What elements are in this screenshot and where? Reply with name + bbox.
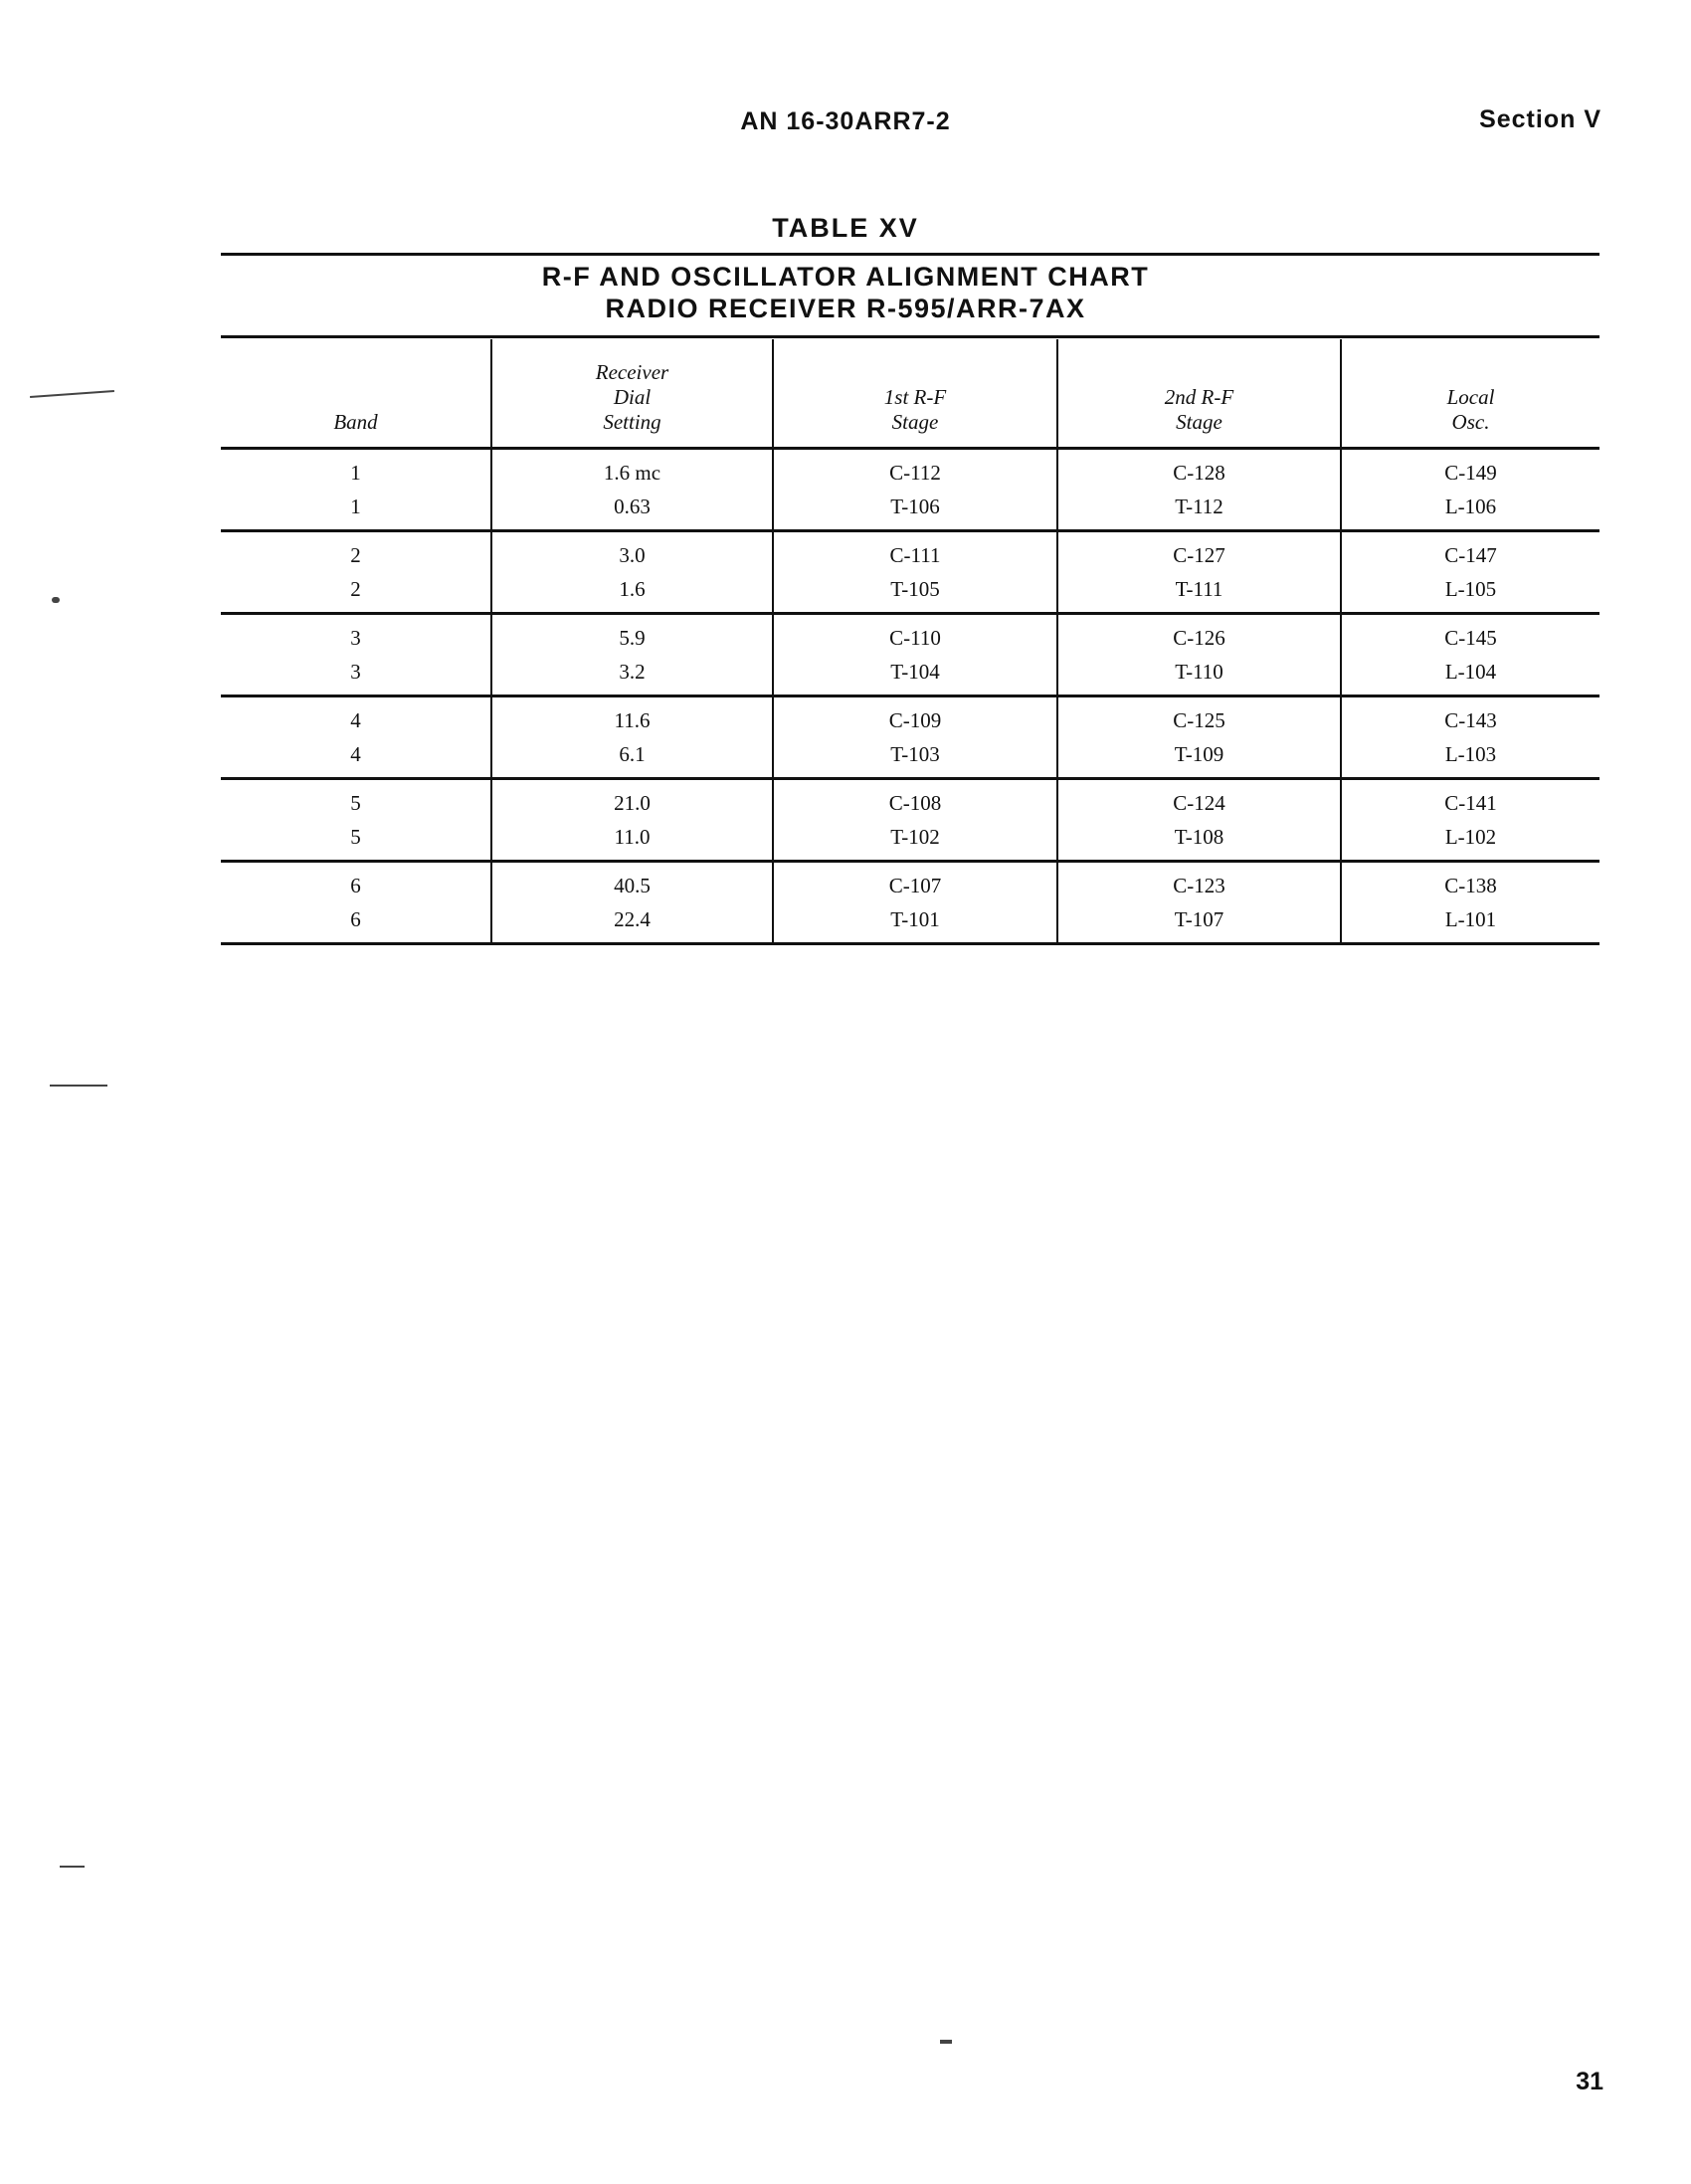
scan-artifact-mark: [940, 2040, 952, 2044]
col-header-2nd-rf-stage: 2nd R-F Stage: [1057, 339, 1341, 448]
local-osc-cell: C-149 L-106: [1341, 448, 1599, 530]
rf1-stage-cell: C-112 T-106: [773, 448, 1057, 530]
document-id: AN 16-30ARR7-2: [740, 107, 951, 135]
table-row-band-6: [221, 861, 1599, 943]
rf1-stage-cell: C-110 T-104: [773, 613, 1057, 695]
local-osc-cell: C-147 L-105: [1341, 530, 1599, 613]
top-rule: [221, 253, 1599, 256]
rf2-stage-cell: C-128 T-112: [1057, 448, 1341, 530]
dial-setting-cell: 5.9 3.2: [491, 613, 773, 695]
page-number: 31: [1576, 2068, 1603, 2095]
local-osc-cell: C-141 L-102: [1341, 778, 1599, 861]
col-header-band: Band: [221, 339, 491, 448]
dial-setting-cell: 3.0 1.6: [491, 530, 773, 613]
table-row-band-1: [221, 448, 1599, 530]
table-row-band-2: [221, 530, 1599, 613]
dial-setting-cell: 11.6 6.1: [491, 695, 773, 778]
rf1-stage-cell: C-109 T-103: [773, 695, 1057, 778]
dial-setting-cell: 21.0 11.0: [491, 778, 773, 861]
band-cell: 3 3: [350, 625, 361, 684]
band-cell: 4 4: [350, 707, 361, 766]
dial-setting-cell: 40.5 22.4: [491, 861, 773, 943]
table-title-line-2: RADIO RECEIVER R-595/ARR-7AX: [605, 294, 1086, 323]
table-row-band-5: [221, 778, 1599, 861]
local-osc-cell: C-145 L-104: [1341, 613, 1599, 695]
table-number: TABLE XV: [772, 213, 919, 243]
scan-artifact-mark: [50, 1085, 107, 1087]
table-title: [0, 261, 1691, 324]
band-cell: 5 5: [350, 790, 361, 849]
rf1-stage-cell: C-107 T-101: [773, 861, 1057, 943]
col-header-local-osc: Local Osc.: [1341, 339, 1599, 448]
band-cell: 1 1: [350, 460, 361, 518]
dial-setting-cell: 1.6 mc 0.63: [491, 448, 773, 530]
table-row-band-4: [221, 695, 1599, 778]
band-cell: 6 6: [350, 873, 361, 931]
col-header-1st-rf-stage: 1st R-F Stage: [773, 339, 1057, 448]
rf1-stage-cell: C-108 T-102: [773, 778, 1057, 861]
table-header-row: [221, 339, 1599, 448]
band-cell: 2 2: [350, 542, 361, 601]
alignment-table: [221, 339, 1599, 945]
section-label: Section V: [1479, 105, 1601, 133]
table-title-line-1: R-F AND OSCILLATOR ALIGNMENT CHART: [541, 262, 1150, 292]
rf2-stage-cell: C-124 T-108: [1057, 778, 1341, 861]
rf2-stage-cell: C-123 T-107: [1057, 861, 1341, 943]
rf2-stage-cell: C-126 T-110: [1057, 613, 1341, 695]
scan-artifact-mark: [30, 390, 114, 398]
local-osc-cell: C-138 L-101: [1341, 861, 1599, 943]
local-osc-cell: C-143 L-103: [1341, 695, 1599, 778]
scan-artifact-mark: [52, 597, 60, 603]
scan-artifact-mark: [60, 1866, 85, 1868]
rf2-stage-cell: C-127 T-111: [1057, 530, 1341, 613]
title-bottom-rule: [221, 335, 1599, 338]
table-row-band-3: [221, 613, 1599, 695]
rf2-stage-cell: C-125 T-109: [1057, 695, 1341, 778]
col-header-dial-setting: Receiver Dial Setting: [491, 339, 773, 448]
rf1-stage-cell: C-111 T-105: [773, 530, 1057, 613]
